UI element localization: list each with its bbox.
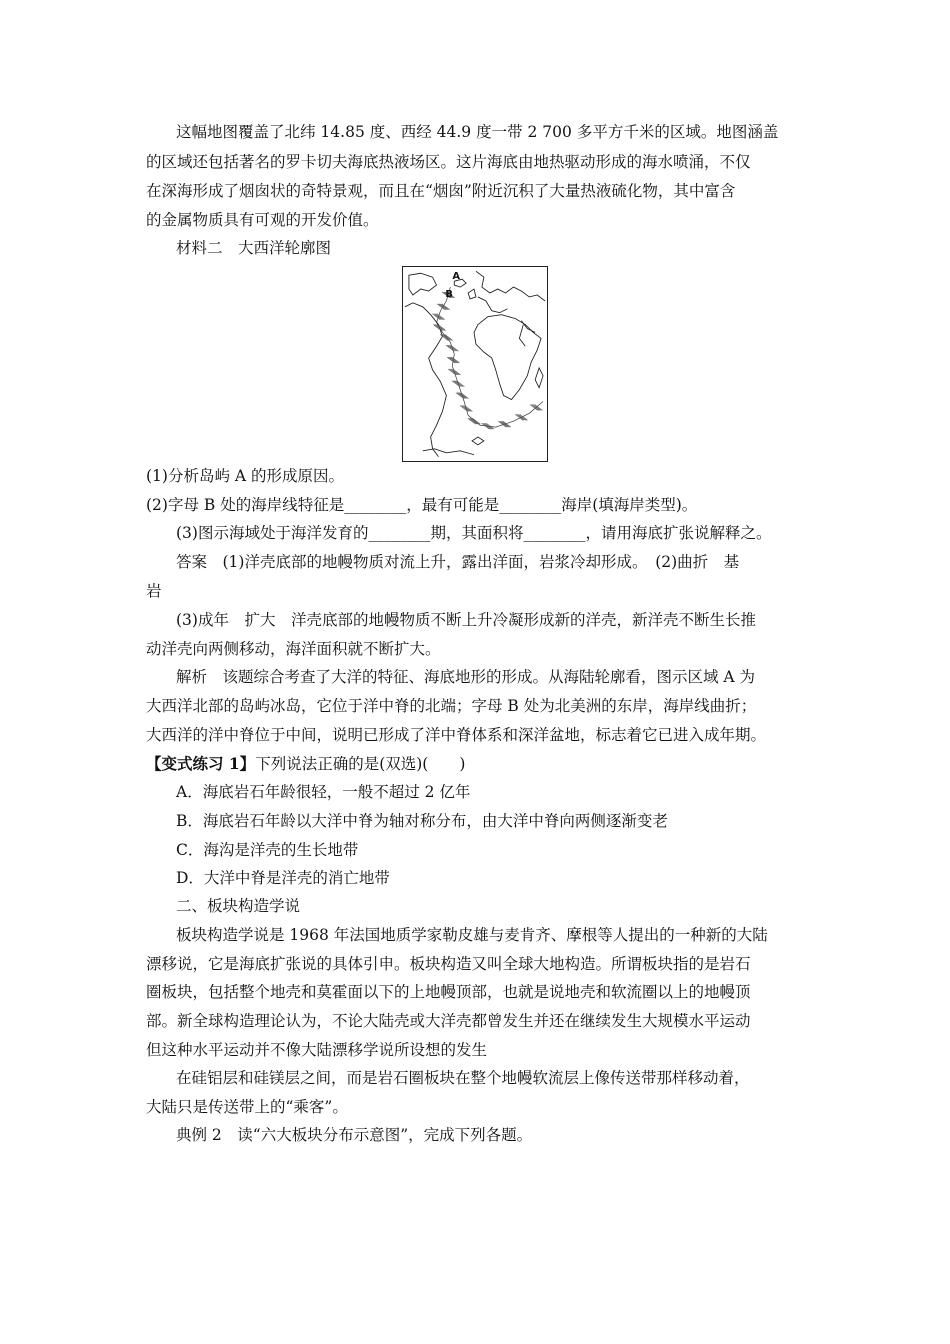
example-2-prompt: 典例 2 读“六大板块分布示意图”，完成下列各题。 (176, 1126, 533, 1144)
exercise-title (146, 754, 816, 774)
answer-line: 动洋壳向两侧移动，海洋面积就不断扩大。 (146, 640, 441, 658)
paragraph-line: 在硅铝层和硅镁层之间，而是岩石圈板块在整个地幔软流层上像传送带那样移动着， (176, 1069, 750, 1087)
answer-line: 岩 (146, 582, 162, 600)
analysis-line: 解析 该题综合考查了大洋的特征、海底地形的形成。从海陆轮廓看，图示区域 A 为 (176, 668, 756, 686)
paragraph-line: 漂移说，它是海底扩张说的具体引申。板块构造又叫全球大地构造。所谓板块指的是岩石 (146, 955, 751, 973)
answer-line: (3)成年 扩大 洋壳底部的地幔物质不断上升冷凝形成新的洋壳，新洋壳不断生长推 (176, 611, 756, 629)
label-b: B (445, 288, 453, 300)
material-two-title: 材料二 大西洋轮廓图 (176, 239, 332, 257)
paragraph-line: 的金属物质具有可观的开发价值。 (146, 211, 379, 229)
atlantic-outline-map (402, 266, 548, 462)
option-b: B．海底岩石年龄以大洋中脊为轴对称分布，由大洋中脊向两侧逐渐变老 (176, 812, 668, 830)
paragraph-line: 大陆只是传送带上的“乘客”。 (146, 1098, 348, 1116)
label-a: A (452, 271, 460, 283)
analysis-line: 大西洋北部的岛屿冰岛，它位于洋中脊的北端；字母 B 处为北美洲的东岸，海岸线曲折； (146, 697, 757, 715)
question-3: (3)图示海域处于海洋发育的________期，其面积将________，请用海底扩张说解释之。 (176, 524, 772, 542)
analysis-line: 大西洋的洋中脊位于中间，说明已形成了洋中脊体系和深洋盆地，标志着它已进入成年期。 (146, 726, 767, 744)
paragraph-line: 部。新全球构造理论认为，不论大陆壳或大洋壳都曾发生并还在继续发生大规模水平运动 (146, 1012, 751, 1030)
option-a: A．海底岩石年龄很轻，一般不超过 2 亿年 (176, 783, 471, 801)
exercise-title-text: 下列说法正确的是(双选)( ) (255, 755, 466, 773)
paragraph-line: 的区域还包括著名的罗卡切夫海底热液场区。这片海底由地热驱动形成的海水喷涌，不仅 (146, 153, 751, 171)
paragraph-line: 圈板块，包括整个地壳和莫霍面以下的上地幔顶部，也就是说地壳和软流圈以上的地幔顶 (146, 983, 751, 1001)
paragraph-line: 在深海形成了烟囱状的奇特景观，而且在“烟囱”附近沉积了大量热液硫化物，其中富含 (146, 182, 736, 200)
option-d: D．大洋中脊是洋壳的消亡地带 (176, 869, 390, 887)
exercise-title-bracket: 【变式练习 1】 (146, 754, 256, 773)
paragraph-line: 但这种水平运动并不像大陆漂移学说所设想的发生 (146, 1041, 488, 1059)
question-1: (1)分析岛屿 A 的形成原因。 (146, 467, 345, 485)
map-drawing (403, 267, 547, 461)
paragraph-line: 板块构造学说是 1968 年法国地质学家勒皮雄与麦肯齐、摩根等人提出的一种新的大陆 (176, 926, 768, 944)
option-c: C．海沟是洋壳的生长地带 (176, 841, 359, 859)
answer-line: 答案 (1)洋壳底部的地幔物质对流上升，露出洋面，岩浆冷却形成。 (2)曲折 基 (176, 553, 740, 571)
section-heading: 二、板块构造学说 (176, 897, 301, 915)
paragraph-line: 这幅地图覆盖了北纬 14.85 度、西经 44.9 度一带 2 700 多平方千米的区域。地图涵盖 (176, 123, 779, 141)
question-2: (2)字母 B 处的海岸线特征是________，最有可能是________海岸(填海岸类型)。 (146, 496, 698, 514)
